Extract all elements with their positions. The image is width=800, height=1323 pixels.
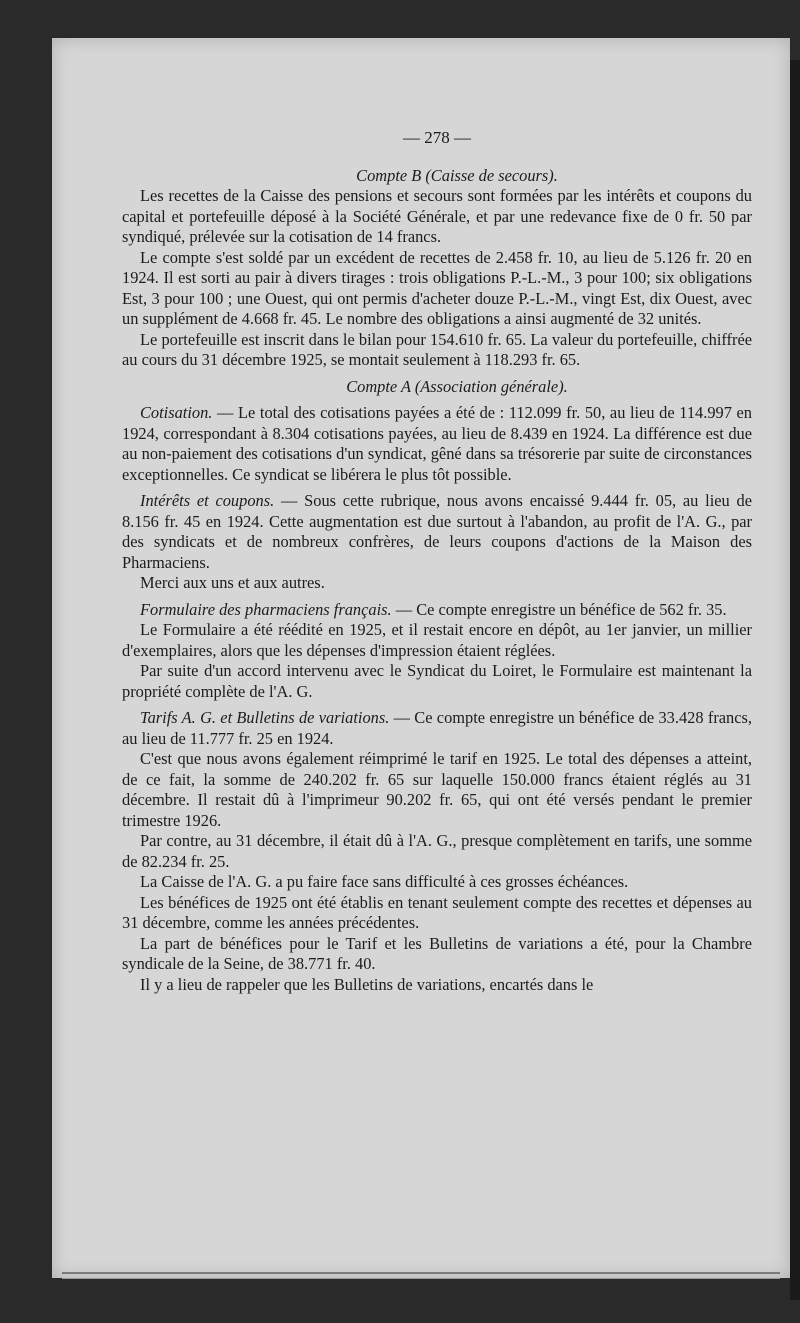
bottom-rule-thin [62,1278,780,1279]
page-text-block [122,128,752,995]
lead-formulaire: Formulaire des pharmaciens français. [140,599,392,619]
text-interets: — Sous cette rubrique, nous avons encaissé 9.444 fr. 05, au lieu de 8.156 fr. 45 en 1924. Cette augmentation est due surtout à l'abandon, au profit de l'A. G., par des syndicats et de nombreux confrères, de leurs coupons d'actions de la Maison des Pharmaciens. [122,491,752,572]
paragraph: Le portefeuille est inscrit dans le bilan pour 154.610 fr. 65. La valeur du portefeuille, chiffrée au cours du 31 décembre 1925, se montait seulement à 118.293 fr. 65. [122,329,752,369]
paragraph: Par suite d'un accord intervenu avec le Syndicat du Loiret, le Formulaire est maintenant la propriété complète de l'A. G. [122,661,752,701]
page-edge-shadow [790,60,800,1300]
paragraph: Le compte s'est soldé par un excédent de recettes de 2.458 fr. 10, au lieu de 5.126 fr. 20 en 1924. Il est sorti au pair à divers tirages : trois obligations P.-L.-M., 3 pour 100; six obligations Est, 3 pour 100 ; une Ouest, qui ont permis d'acheter douze P.-L.-M., vingt Est, dix Ouest, avec un supplément de 4.668 fr. 45. Le nombre des obligations a ainsi augmenté de 32 unités. [122,247,752,328]
bottom-rule [62,1272,780,1274]
lead-interets: Intérêts et coupons. [140,491,275,510]
paragraph: Le Formulaire a été réédité en 1925, et il restait encore en dépôt, au 1er janvier, un millier d'exemplaires, alors que les dépenses d'impression étaient réglées. [122,620,752,660]
text-cotisation: — Le total des cotisations payées a été de : 112.099 fr. 50, au lieu de 114.997 en 1924, correspondant à 8.304 cotisations payées, au lieu de 8.439 en 1924. La différence est due au non-paiement des cotisations d'un syndicat, gêné dans sa trésorerie par suite de circonstances exceptionnelles. Ce syndicat se libérera le plus tôt possible. [122,403,752,484]
paragraph: Les recettes de la Caisse des pensions et secours sont formées par les intérêts et coupons du capital et portefeuille déposé à la Société Générale, et par une redevance fixe de 0 fr. 50 par syndiqué, prélevée sur la cotisation de 14 francs. [122,186,752,246]
paragraph: C'est que nous avons également réimprimé le tarif en 1925. Le total des dépenses a atteint, de ce fait, la somme de 240.202 fr. 65 sur laquelle 150.000 francs étaient réglés au 31 décembre. Il restait dû à l'imprimeur 90.202 fr. 65, qui ont été versés pendant le premier trimestre 1926. [122,749,752,830]
text-formulaire: — Ce compte enregistre un bénéfice de 562 fr. 35. [391,599,727,619]
paragraph: Les bénéfices de 1925 ont été établis en tenant seulement compte des recettes et dépenses au 31 décembre, comme les années précédentes. [122,892,752,932]
paragraph-cotisation [122,403,752,485]
page-number: — 278 — [403,128,471,147]
paragraph-tarifs [122,708,752,749]
text-tarifs: — Ce compte enregistre un bénéfice de 33.428 francs, au lieu de 11.777 fr. 25 en 1924. [122,708,752,748]
lead-tarifs: Tarifs A. G. et Bulletins de variations. [140,708,390,727]
paragraph: La part de bénéfices pour le Tarif et les Bulletins de variations a été, pour la Chambre syndicale de la Seine, de 38.771 fr. 40. [122,933,752,973]
paragraph: Merci aux uns et aux autres. [140,573,325,592]
section-heading-compte-a: Compte A (Association générale). [346,376,568,396]
paragraph-interets [122,491,752,573]
paragraph: La Caisse de l'A. G. a pu faire face sans difficulté à ces grosses échéances. [140,872,629,891]
paragraph-formulaire [122,600,752,621]
paragraph: Par contre, au 31 décembre, il était dû à l'A. G., presque complètement en tarifs, une somme de 82.234 fr. 25. [122,831,752,871]
section-heading-compte-b: Compte B (Caisse de secours). [356,165,558,185]
paragraph: Il y a lieu de rappeler que les Bulletins de variations, encartés dans le [140,974,594,994]
lead-cotisation: Cotisation. [140,403,213,422]
